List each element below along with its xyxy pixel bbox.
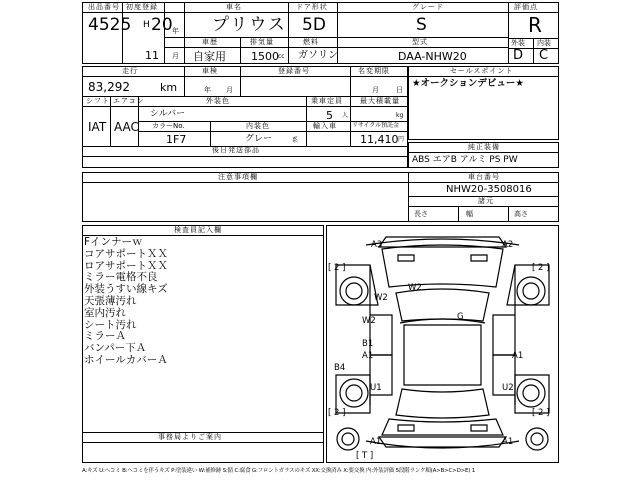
month-suffix: 月 xyxy=(172,52,180,60)
shift-value: IAT xyxy=(88,120,107,134)
mark-bracket-tr: [ 2 ] xyxy=(532,263,550,273)
model-name: プリウス xyxy=(212,15,287,35)
delete-month: 月 xyxy=(372,86,380,94)
recycle-label: リサイクル預託金 xyxy=(352,122,400,129)
use-label: 車歴 xyxy=(202,38,218,46)
reg-year: 20 xyxy=(151,15,173,35)
inspection-title: 検査員記入欄 xyxy=(174,226,222,234)
genuine-label: 純正装備 xyxy=(468,143,500,151)
mark-w2-hood: W2 xyxy=(408,283,422,293)
width-label: 幅 xyxy=(466,210,473,218)
height-label: 高さ xyxy=(514,210,528,218)
mark-a1-bottom-right: A1 xyxy=(502,437,514,447)
cc-label: 排気量 xyxy=(250,38,274,46)
remark-item: ロアサポートＸＸ xyxy=(84,259,168,272)
sales-label: セールスポイント xyxy=(450,67,514,75)
score-value: R xyxy=(528,13,542,37)
intcolor-value: グレー xyxy=(245,134,273,144)
notes-label: 注意事項欄 xyxy=(218,173,258,181)
mileage-unit: km xyxy=(160,81,178,94)
mark-a1-bottom-left: A1 xyxy=(370,437,382,447)
mark-bracket-tl: [ 2 ] xyxy=(328,263,346,273)
lot-label: 出品番号 xyxy=(88,3,120,11)
interior-label: 内装 xyxy=(537,39,551,47)
model-label: 車名 xyxy=(226,3,242,11)
remark-item: バンパー下Ａ xyxy=(84,342,147,355)
remark-item: ホイールカバーＡ xyxy=(84,353,168,366)
colorno-value: 1F7 xyxy=(166,133,187,146)
import-label: 輸入車 xyxy=(313,122,337,130)
load-unit: kg xyxy=(396,112,404,119)
chassis-label: 車台番号 xyxy=(468,173,500,181)
mark-t: [ T ] xyxy=(356,451,374,461)
chassis-value: NHW20-3508016 xyxy=(446,184,532,195)
remark-item: Fインナーｗ xyxy=(84,236,143,248)
doors-label: ドア形状 xyxy=(296,3,328,11)
mark-g: G xyxy=(457,312,464,322)
mark-u2: U2 xyxy=(502,383,514,393)
dims-label: 諸元 xyxy=(478,197,494,205)
car-diagram xyxy=(326,225,559,463)
genuine-value: ABS エアB アルミ PS PW xyxy=(412,155,518,165)
mark-b4: B4 xyxy=(334,363,346,373)
remark-item: 天張薄汚れ xyxy=(84,294,137,307)
lot-number: 4525 xyxy=(88,15,132,35)
fuel-value: ガソリン xyxy=(298,50,338,61)
intcolor-suffix: 系 xyxy=(292,137,299,144)
sales-text: ★オークションデビュー★ xyxy=(412,78,524,89)
ac-value: AAC xyxy=(114,120,139,134)
score-label: 評価点 xyxy=(514,3,538,11)
type-value: DAA-NHW20 xyxy=(398,50,467,63)
regno-label: 登録番号 xyxy=(278,67,310,75)
mark-w2-roof: W2 xyxy=(362,316,376,326)
office-label: 事務局よりご案内 xyxy=(158,433,222,441)
capacity-label: 乗車定員 xyxy=(311,97,343,105)
cc-unit: cc xyxy=(278,53,285,60)
shaken-month: 月 xyxy=(226,86,234,94)
interior-value: C xyxy=(539,48,549,63)
remark-item: ミラーＡ xyxy=(84,330,126,343)
remark-item: 室内汚れ xyxy=(84,306,126,319)
length-label: 長さ xyxy=(414,210,428,218)
remark-item: ミラー電格不良 xyxy=(84,271,158,284)
grade-label: グレード xyxy=(412,3,444,11)
remark-item: シート汚れ xyxy=(84,318,137,331)
capacity-unit: 人 xyxy=(342,112,349,119)
legend-footer: A:キズ U:ヘコミ B:ヘコミを伴うキズ P:塗装違い W:補修跡 S:錆 C:腐食 G:フロントガラスのキズ XX:交換済み X:要交換 内:外装評価 5段階ランク順(A>B>C>D>E) 1 xyxy=(82,468,476,474)
mark-a3: A3 xyxy=(371,240,383,250)
exterior-value: D xyxy=(513,48,524,63)
mileage-value: 83,292 xyxy=(88,80,130,94)
delete-day: 日 xyxy=(396,86,404,94)
cc-value: 1500 xyxy=(251,50,279,63)
mark-u1: U1 xyxy=(370,383,382,393)
color-label: 外装色 xyxy=(206,97,230,105)
mark-a1-left-upper: A1 xyxy=(362,351,374,361)
mileage-label: 走行 xyxy=(122,67,138,75)
use-value: 自家用 xyxy=(193,50,226,63)
shift-label: シフト xyxy=(86,97,110,105)
intcolor-label: 内装色 xyxy=(246,122,270,130)
mark-w2-left: W2 xyxy=(374,293,388,303)
remark-item: 外装うすい線キズ xyxy=(84,283,168,296)
capacity-value: 5 xyxy=(326,109,333,122)
ac-label: エアコン xyxy=(113,97,145,105)
shaken-label: 車検 xyxy=(202,67,218,75)
remark-item: コアサポートＸＸ xyxy=(84,247,168,260)
mark-a1-right: A1 xyxy=(512,351,524,361)
reg-month: 11 xyxy=(145,49,159,62)
mark-bracket-br: [ 2 ] xyxy=(532,408,550,418)
inspection-remarks xyxy=(84,237,168,367)
doors-value: 5D xyxy=(302,15,326,35)
mark-a2: A2 xyxy=(502,240,514,250)
exterior-label: 外装 xyxy=(511,39,525,47)
load-label: 最大積載量 xyxy=(360,97,400,105)
after-parts-label: 後日発送部品 xyxy=(212,146,260,154)
reg-label: 初度登録 xyxy=(126,3,158,11)
recycle-unit: 円 xyxy=(398,136,405,143)
fuel-label: 燃料 xyxy=(303,38,319,46)
mark-b1: B1 xyxy=(362,339,374,349)
era: H xyxy=(143,20,150,30)
shaken-year: 年 xyxy=(204,86,212,94)
color-value: シルバー xyxy=(150,109,186,119)
colorno-label: カラーNo. xyxy=(152,122,185,130)
mark-bracket-bl: [ 2 ] xyxy=(328,408,346,418)
year-suffix: 年 xyxy=(172,27,180,35)
grade-value: S xyxy=(416,15,427,35)
type-label: 型式 xyxy=(412,38,428,46)
recycle-value: 11,410 xyxy=(360,133,399,146)
delete-label: 名変期限 xyxy=(358,67,390,75)
